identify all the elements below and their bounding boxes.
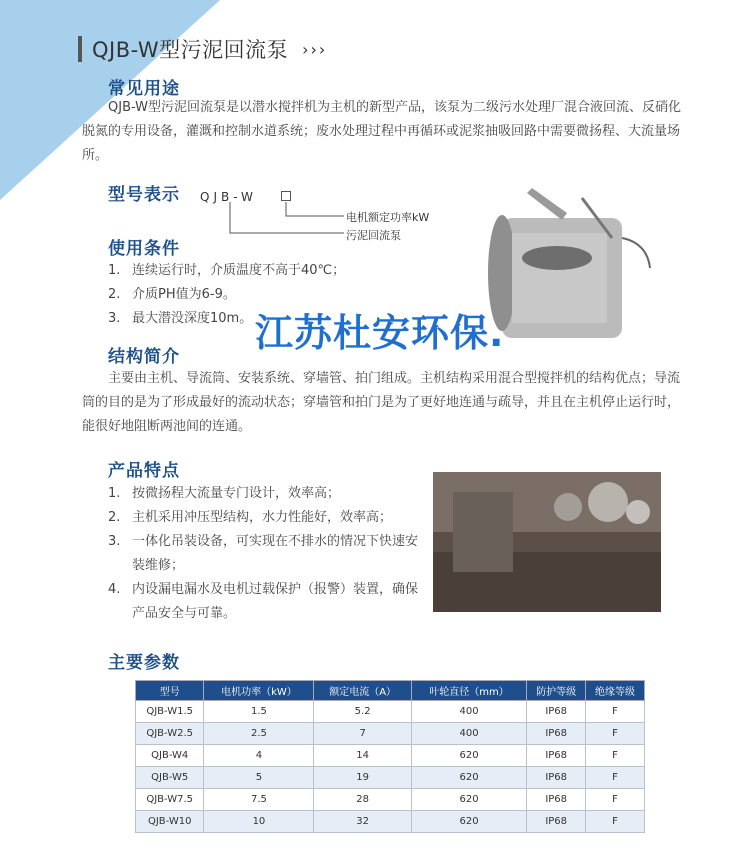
- params-heading: 主要参数: [108, 653, 180, 673]
- table-row: QJB-W1.5 1.5 5.2 400 IP68 F: [136, 701, 645, 723]
- model-connector-lines: [220, 200, 350, 240]
- page-title: QJB-W型污泥回流泵: [92, 38, 289, 62]
- model-label-name: 污泥回流泵: [346, 229, 401, 242]
- table-header-row: [136, 681, 645, 701]
- list-item: 3. 一体化吊装设备，可实现在不排水的情况下快速安装维修；: [108, 534, 419, 573]
- column-header: 额定电流（A）: [314, 681, 411, 701]
- table-row: QJB-W4 4 14 620 IP68 F: [136, 745, 645, 767]
- list-item: 4. 内设漏电漏水及电机过载保护（报警）装置，确保产品安全与可靠。: [108, 582, 419, 621]
- structure-text: 主要由主机、导流筒、安装系统、穿墙管、拍门组成。主机结构采用混合型搅拌机的结构优点；导流筒的目的是为了形成最好的流动状态；穿墙管和拍门是为了更好地连通与疏导，并且在主机停止运行时，能很好地阻断两池间的连通。: [82, 371, 681, 434]
- title-bar-accent: [78, 36, 82, 62]
- column-header: 防护等级: [527, 681, 586, 701]
- list-item: 3. 最大潜没深度10m。: [108, 311, 253, 326]
- page-title-row: [78, 34, 327, 64]
- features-heading: 产品特点: [108, 461, 180, 481]
- column-header: 电机功率（kW）: [204, 681, 314, 701]
- list-item: 1. 连续运行时，介质温度不高于40℃；: [108, 263, 346, 278]
- structure-heading: 结构简介: [108, 347, 180, 367]
- table-row: QJB-W5 5 19 620 IP68 F: [136, 767, 645, 789]
- list-item: 2. 介质PH值为6-9。: [108, 287, 236, 302]
- column-header: 型号: [136, 681, 204, 701]
- features-list: [108, 482, 428, 626]
- column-header: 叶轮直径（mm）: [411, 681, 526, 701]
- company-watermark: 江苏杜安环保.: [255, 311, 505, 355]
- table-row: QJB-W10 10 32 620 IP68 F: [136, 811, 645, 833]
- conditions-heading: 使用条件: [108, 239, 180, 259]
- model-heading: 型号表示: [108, 185, 180, 205]
- list-item: 1. 按微扬程大流量专门设计，效率高；: [108, 486, 341, 501]
- table-row: QJB-W2.5 2.5 7 400 IP68 F: [136, 723, 645, 745]
- model-label-power: 电机额定功率kW: [346, 211, 430, 224]
- model-code: QJB-W: [200, 190, 257, 204]
- list-item: 2. 主机采用冲压型结构，水力性能好，效率高；: [108, 510, 393, 525]
- params-table: [135, 680, 645, 833]
- pumps-warehouse-image: [433, 472, 661, 612]
- title-chevrons: ›››: [302, 39, 328, 59]
- column-header: 绝缘等级: [586, 681, 645, 701]
- table-row: QJB-W7.5 7.5 28 620 IP68 F: [136, 789, 645, 811]
- usage-text: QJB-W型污泥回流泵是以潜水搅拌机为主机的新型产品，该泵为二级污水处理厂混合液回流、反硝化脱氮的专用设备，灌溉和控制水道系统；废水处理过程中再循环或泥浆抽吸回路中需要微扬程、大流量场所。: [82, 100, 682, 163]
- usage-heading: 常见用途: [108, 79, 180, 99]
